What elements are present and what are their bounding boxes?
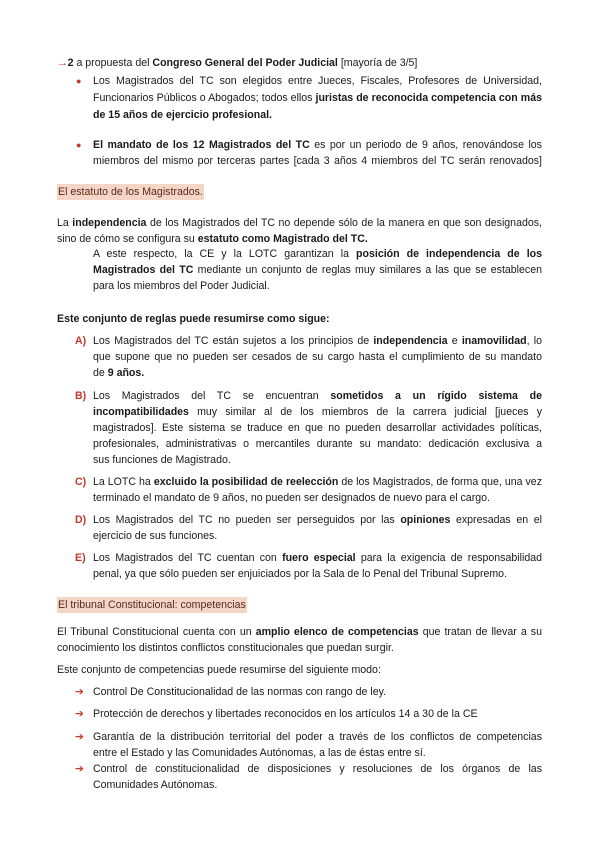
item-letter: A) [75, 335, 87, 347]
paragraph-resumen: Este conjunto de competencias puede resumirse del siguiente modo: [57, 664, 381, 676]
item-letter: B) [75, 390, 87, 402]
bullet-1-line-3: de 15 años de ejercicio profesional. [93, 109, 272, 121]
paragraph-respecto-line-1: A este respecto, la CE y la LOTC garantizan la posición de independencia de los [93, 248, 542, 260]
item-letter: C) [75, 476, 87, 488]
bullet-dot-icon: ● [76, 76, 82, 86]
item-letter: D) [75, 514, 87, 526]
rules-subheading: Este conjunto de reglas puede resumirse como sigue: [57, 313, 330, 325]
bullet-2-line-1: El mandato de los 12 Magistrados del TC es por un periodo de 9 años, renovándose los [93, 139, 542, 151]
arrow-right-icon: ➔ [75, 686, 84, 698]
competency-item-2: Protección de derechos y libertades reconocidos en los artículos 14 a 30 de la CE [93, 708, 478, 720]
item-b-line-4: profesionales, administrativas o mercantiles durante su mandato: dedicación exclusiva a [93, 438, 542, 450]
paragraph-competencias-line-2: conocimiento los distintos conflictos constitucionales que puedan surgir. [57, 642, 394, 654]
item-d-line-1: Los Magistrados del TC no pueden ser perseguidos por las opiniones expresadas en el [93, 514, 542, 526]
intro-line: →2 a propuesta del Congreso General del Poder Judicial [mayoría de 3/5] [57, 57, 418, 69]
competency-item-4-line-2: Comunidades Autónomas. [93, 779, 218, 791]
bullet-2-line-2: miembros del mismo por terceras partes [cada 3 años 4 miembros del TC serán renovados] [93, 155, 542, 167]
intro-number: 2 [67, 57, 74, 69]
item-e-line-1: Los Magistrados del TC cuentan con fuero especial para la exigencia de responsabilidad [93, 552, 542, 564]
item-letter: E) [75, 552, 86, 564]
item-b-line-1: Los Magistrados del TC se encuentran sometidos a un rígido sistema de [93, 390, 542, 402]
item-a-line-1: Los Magistrados del TC están sujetos a los principios de independencia e inamovilidad, lo [93, 335, 543, 347]
arrow-icon: → [57, 57, 68, 69]
bullet-dot-icon: ● [76, 140, 82, 150]
competency-item-3-line-1: Garantía de la distribución territorial del poder a través de los conflictos de competencias [93, 731, 542, 743]
item-b-line-2: incompatibilidades muy similar al de los miembros de la carrera judicial [jueces y [93, 406, 542, 418]
bullet-1-line-1: Los Magistrados del TC son elegidos entre Jueces, Fiscales, Profesores de Universidad, [93, 75, 542, 87]
paragraph-respecto-line-2: Magistrados del TC mediante un conjunto de reglas muy similares a las que se establecen [93, 264, 543, 276]
item-b-line-3: magistrados]. Este sistema se traduce en que no pueden desarrollar actividades políticas, [93, 422, 542, 434]
arrow-right-icon: ➔ [75, 731, 84, 743]
item-c-line-1: La LOTC ha excluido la posibilidad de reelección de los Magistrados, de forma que, una vez [93, 476, 542, 488]
item-e-line-2: penal, ya que sólo pueden ser enjuiciados por la Sala de lo Penal del Tribunal Supremo. [93, 568, 508, 580]
competency-item-3-line-2: entre el Estado y las Comunidades Autónomas, a las de éstas entre sí. [93, 747, 426, 759]
item-a-line-3: de 9 años. [93, 367, 145, 379]
arrow-right-icon: ➔ [75, 708, 84, 720]
section-heading-competencias: El tribunal Constitucional: competencias [58, 599, 246, 611]
item-c-line-2: terminado el mandato de 9 años, no pueden ser designados de nuevo para el cargo. [93, 492, 490, 504]
paragraph-independencia-line-1: La independencia de los Magistrados del TC no depende sólo de la manera en que son designados, [57, 217, 542, 229]
bullet-1-line-2: Funcionarios Públicos o Abogados; todos ellos juristas de reconocida competencia con más [93, 92, 542, 104]
paragraph-competencias-line-1: El Tribunal Constitucional cuenta con un amplio elenco de competencias que tratan de llevar a su [57, 626, 542, 638]
paragraph-independencia-line-2: sino de cómo se configura su estatuto como Magistrado del TC. [57, 233, 368, 245]
competency-item-1: Control De Constitucionalidad de las normas con rango de ley. [93, 686, 387, 698]
item-d-line-2: ejercicio de sus funciones. [93, 530, 218, 542]
paragraph-respecto-line-3: para los miembros del Poder Judicial. [93, 280, 270, 292]
item-b-line-5: sus funciones de Magistrado. [93, 454, 231, 466]
section-heading-estatuto: El estatuto de los Magistrados. [58, 186, 203, 198]
arrow-right-icon: ➔ [75, 763, 84, 775]
competency-item-4-line-1: Control de constitucionalidad de disposiciones y resoluciones de los órganos de las [93, 763, 542, 775]
item-a-line-2: que supone que no pueden ser cesados de su cargo hasta el cumplimiento de su mandato [93, 351, 542, 363]
